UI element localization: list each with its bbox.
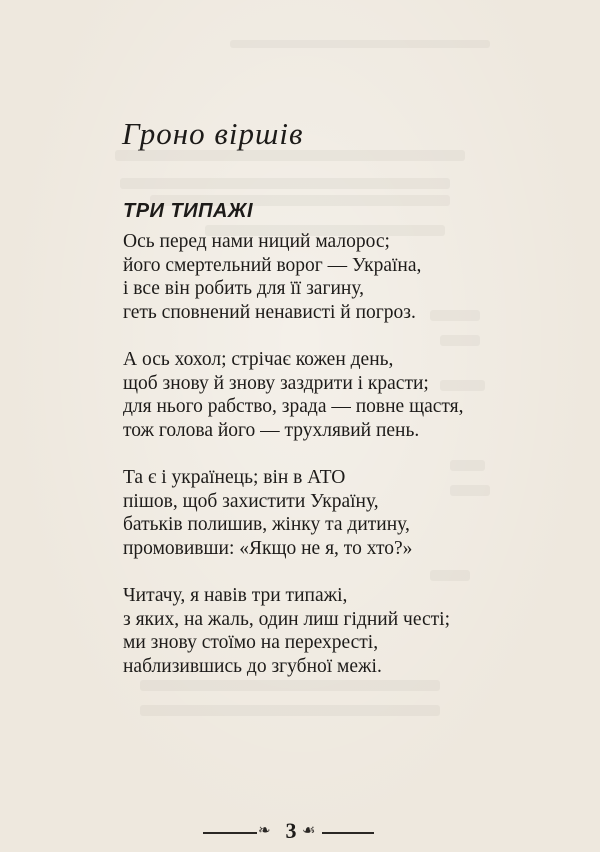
poem-line: з яких, на жаль, один лиш гідний честі; [123,608,450,630]
poem-body [123,230,543,702]
footer-rule-left [203,832,257,834]
poem-line: Та є і українець; він в АТО [123,467,346,488]
poem-title: ТРИ ТИПАЖІ [123,200,254,222]
poem-line: Читачу, я навів три типажі, [123,585,348,606]
poem-line: Ось перед нами ниций малорос; [123,231,390,252]
poem-line: батьків полишив, жінку та дитину, [123,514,410,535]
poem-line: для нього рабство, зрада — повне щастя, [123,396,464,417]
section-title: Гроно віршів [122,116,304,151]
poem-line: його смертельний ворог — Україна, [123,254,422,276]
poem-line: і все він робить для її загину, [123,278,364,299]
footer-rule-right [322,832,374,834]
stanza [123,230,543,324]
page-footer [0,818,600,848]
stanza [123,466,543,560]
ornament-left-icon: ❧ [258,823,271,839]
poem-line: ми знову стоїмо на перехресті, [123,632,379,653]
poem-line: А ось хохол; стрічає кожен день, [123,349,394,370]
poem-line: промовивши: «Якщо не я, то хто?» [123,537,413,559]
poem-line: щоб знову й знову заздрити і красти; [123,372,429,394]
poem-line: геть сповнений ненависті й погроз. [123,301,416,323]
stanza [123,584,543,678]
poem-line: пішов, щоб захистити Україну, [123,490,379,512]
ornament-right-icon: ☙ [302,823,316,839]
page-number: 3 [285,818,297,843]
poem-line: наблизившись до згубної межі. [123,655,382,677]
poem-line: тож голова його — трухлявий пень. [123,419,420,441]
stanza [123,348,543,442]
